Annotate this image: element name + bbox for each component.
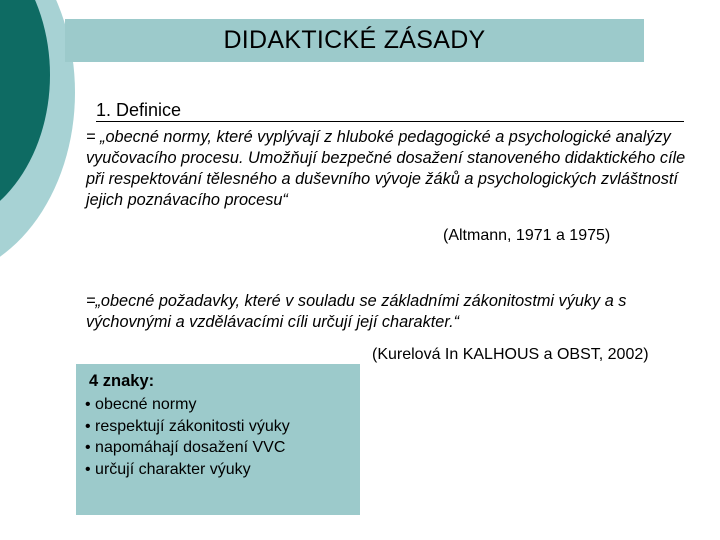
definition-2: =„obecné požadavky, které v souladu se základními zákonitostmi výuky a s výchovnými a vzdělávacími cíli určují její charakter.“	[86, 292, 627, 331]
list-item: • napomáhají dosažení VVC	[85, 439, 286, 456]
features-list	[85, 394, 290, 480]
list-item: • obecné normy	[85, 396, 197, 413]
features-box	[76, 364, 360, 515]
citation-2: (Kurelová In KALHOUS a OBST, 2002)	[372, 346, 649, 363]
list-item: • určují charakter výuky	[85, 460, 251, 478]
features-title: 4 znaky:	[89, 372, 155, 390]
citation-1: (Altmann, 1971 a 1975)	[443, 227, 611, 244]
definition-1: = „obecné normy, které vyplývají z hluboké pedagogické a psychologické analýzy vyučovacího procesu. Umožňují bezpečné dosažení stanoveného didaktického cíle při respektování tělesného a duševního vývoje žáků a psychologických zvláštností jejich poznávacího procesu“	[86, 128, 686, 209]
slide-title: DIDAKTICKÉ ZÁSADY	[223, 26, 486, 54]
section-heading: 1. Definice	[96, 99, 684, 122]
title-bar	[65, 19, 644, 62]
list-item: • respektují zákonitosti výuky	[85, 417, 290, 435]
